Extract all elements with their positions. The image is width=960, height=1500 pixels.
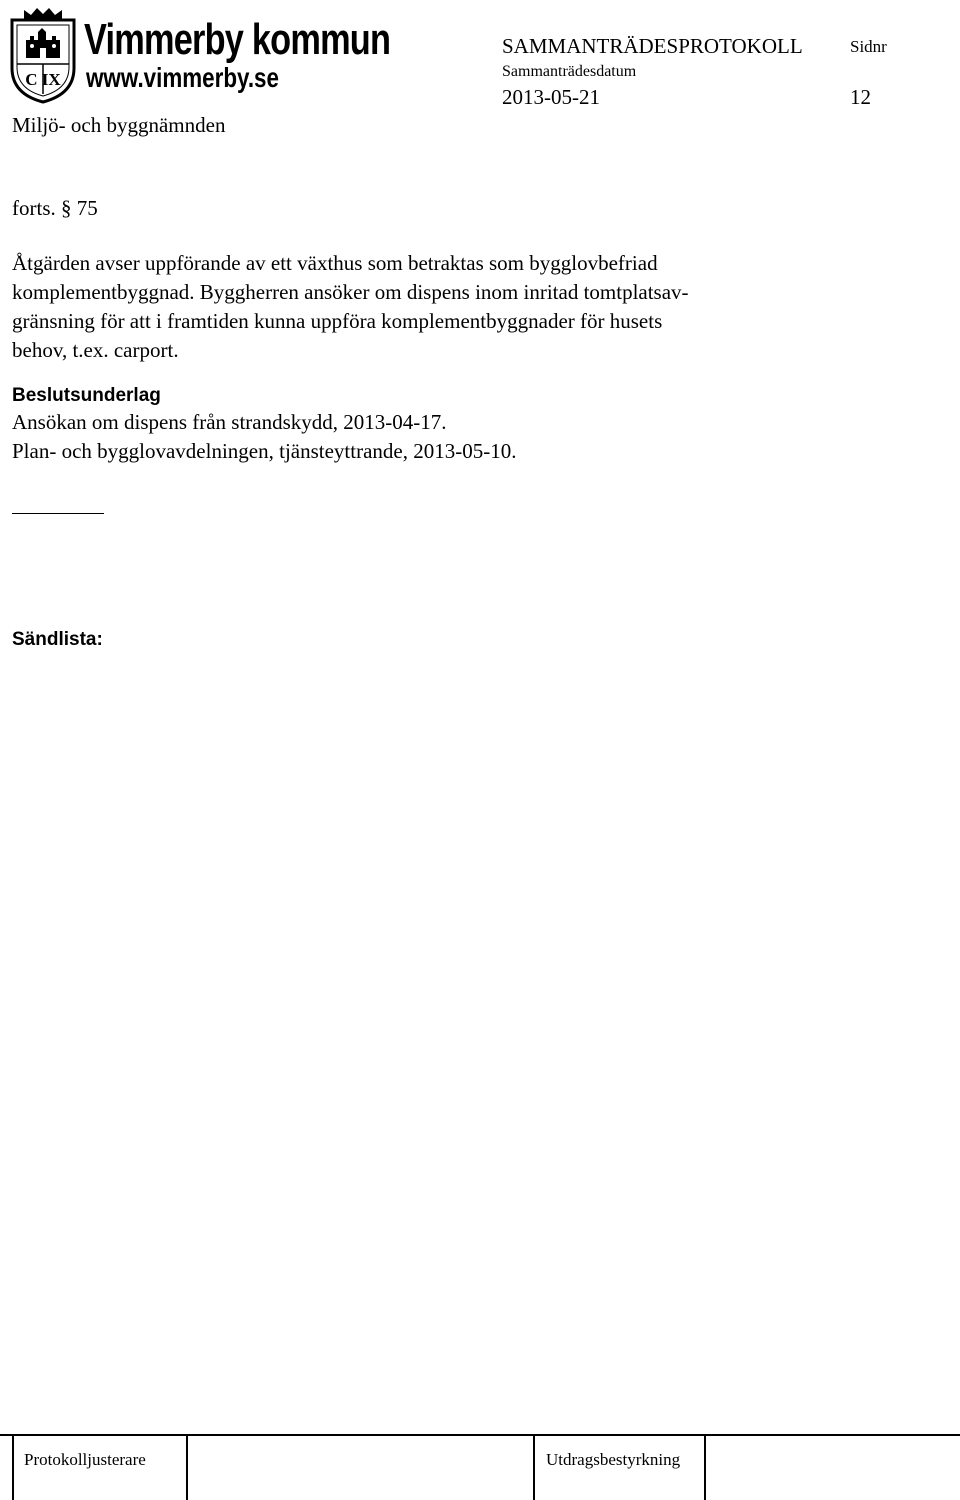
paragraph-line: Åtgärden avser uppförande av ett växthus som betraktas som bygglovbefriad [12,251,658,275]
footer-divider [0,1434,960,1436]
continuation-reference: forts. § 75 [12,196,98,220]
meeting-date-label: Sammanträdesdatum [502,63,637,80]
basis-list [12,408,516,466]
crest-letters: C IX [25,70,61,89]
list-item: Ansökan om dispens från strandskydd, 2013-04-17. [12,410,447,434]
decision-paragraph [12,249,689,365]
committee-name: Miljö- och byggnämnden [12,113,226,137]
brand-url: www.vimmerby.se [86,62,279,93]
paragraph-line: behov, t.ex. carport. [12,338,179,362]
signature-box-border [12,1434,14,1500]
page-number: 12 [850,85,871,109]
signature-box-border [533,1434,535,1500]
page-number-label: Sidnr [850,37,887,56]
vimmerby-coat-of-arms-icon [8,6,78,104]
brand-name: Vimmerby kommun [84,15,391,64]
distribution-heading: Sändlista: [12,629,103,650]
separator-line [12,513,104,514]
list-item: Plan- och bygglovavdelningen, tjänsteyttrande, 2013-05-10. [12,439,517,463]
minutes-checker-label: Protokolljusterare [24,1450,146,1469]
signature-box-border [704,1434,706,1500]
extract-certification-label: Utdragsbestyrkning [546,1450,681,1469]
document-type: SAMMANTRÄDESPROTOKOLL [502,34,803,58]
basis-heading: Beslutsunderlag [12,385,161,406]
paragraph-line: gränsning för att i framtiden kunna uppföra komplementbyggnader för husets [12,309,663,333]
meeting-date: 2013-05-21 [502,85,600,109]
paragraph-line: komplementbyggnad. Byggherren ansöker om dispens inom inritad tomtplatsav- [12,280,689,304]
signature-box-border [186,1434,188,1500]
